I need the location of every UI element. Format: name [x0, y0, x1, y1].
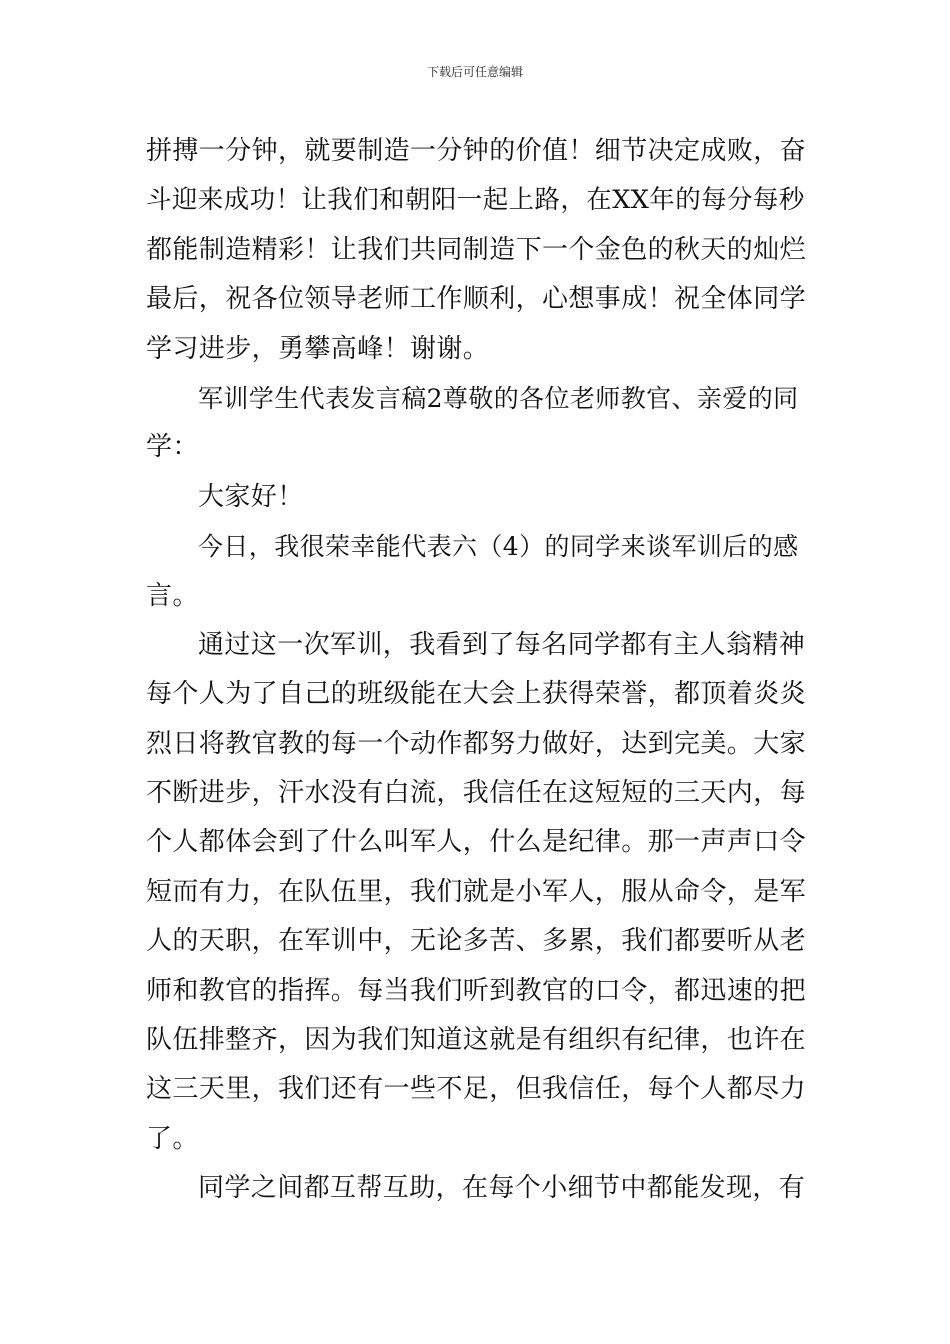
text-line: 大家好！ — [198, 481, 304, 512]
text-line: 师和教官的指挥。每当我们听到教官的口令，都迅速的把 — [146, 975, 807, 1006]
text-line: 了。 — [146, 1123, 199, 1154]
text-line: 拼搏一分钟，就要制造一分钟的价值！细节决定成败，奋 — [146, 136, 807, 166]
text-line: 同学之间都互帮互助，在每个小细节中都能发现，有 — [198, 1173, 806, 1204]
text-line: 队伍排整齐，因为我们知道这就是有组织有纪律，也许在 — [146, 1025, 807, 1056]
text-line: 烈日将教官教的每一个动作都努力做好，达到完美。大家 — [146, 728, 807, 759]
text-line: 每个人为了自己的班级能在大会上获得荣誉，都顶着炎炎 — [146, 679, 807, 710]
text-line: 短而有力，在队伍里，我们就是小军人，服从命令，是军 — [146, 876, 807, 907]
text-line: 军训学生代表发言稿2尊敬的各位老师教官、亲爱的同 — [198, 383, 799, 413]
text-line: 人的天职，在军训中，无论多苦、多累，我们都要听从老 — [146, 926, 807, 957]
document-body — [146, 127, 810, 1214]
text-line: 不断进步，汗水没有白流，我信任在这短短的三天内，每 — [146, 778, 807, 809]
text-line: 言。 — [146, 580, 199, 611]
text-line: 学： — [146, 432, 199, 463]
text-line: 今日，我很荣幸能代表六（4）的同学来谈军训后的感 — [198, 532, 799, 562]
text-line: 这三天里，我们还有一些不足，但我信任，每个人都尽力 — [146, 1074, 807, 1105]
page-header: 下载后可任意编辑 — [426, 65, 523, 79]
text-line: 学习进步，勇攀高峰！谢谢。 — [146, 333, 490, 364]
text-line: 通过这一次军训，我看到了每名同学都有主人翁精神 — [198, 629, 806, 660]
text-line: 最后，祝各位领导老师工作顺利，心想事成！祝全体同学 — [146, 284, 807, 315]
text-line: 都能制造精彩！让我们共同制造下一个金色的秋天的灿烂 — [146, 234, 807, 265]
text-line: 斗迎来成功！让我们和朝阳一起上路，在XX年的每分每秒 — [146, 185, 805, 216]
text-line: 个人都体会到了什么叫军人，什么是纪律。那一声声口令 — [146, 827, 807, 858]
